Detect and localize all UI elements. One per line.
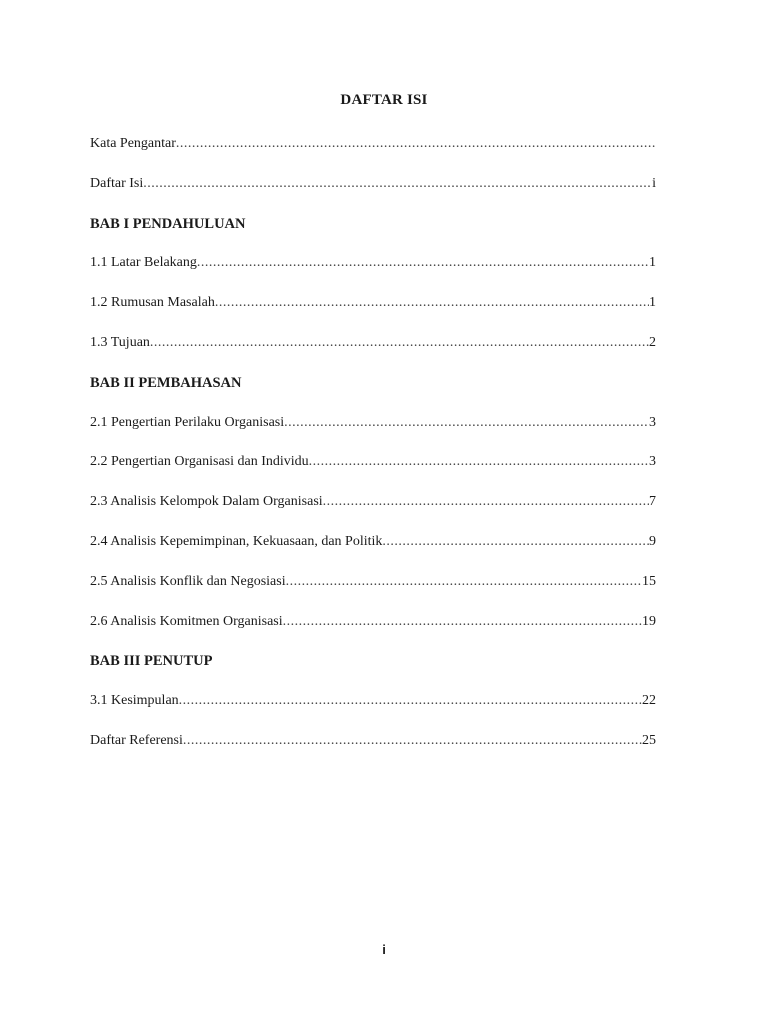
- toc-entry-label: Daftar Isi: [90, 175, 144, 191]
- toc-entry-label: 2.6 Analisis Komitmen Organisasi: [90, 613, 283, 629]
- toc-entry: [90, 532, 656, 572]
- toc-page-number: 9: [649, 533, 656, 549]
- toc-page-number: 3: [649, 454, 656, 470]
- toc-dot-leader: [215, 293, 649, 313]
- toc-entry: [90, 413, 656, 453]
- toc-dot-leader: [284, 413, 649, 433]
- toc-entry-label: 2.1 Pengertian Perilaku Organisasi: [90, 414, 285, 430]
- toc-entry-label: 1.1 Latar Belakang: [90, 255, 197, 271]
- toc-chapter-heading: [90, 651, 656, 691]
- toc-dot-leader: [309, 452, 649, 472]
- toc-page-number: 25: [642, 732, 656, 748]
- toc-dot-leader: [323, 492, 649, 512]
- toc-page-number: 19: [642, 613, 656, 629]
- toc-entry-label: 1.2 Rumusan Masalah: [90, 295, 215, 311]
- table-of-contents: [90, 134, 656, 771]
- toc-dot-leader: [150, 333, 649, 353]
- toc-entry: [90, 572, 656, 612]
- toc-page-number: 22: [642, 693, 656, 709]
- toc-entry-label: 2.4 Analisis Kepemimpinan, Kekuasaan, dan Politik: [90, 533, 383, 549]
- toc-entry-label: 2.5 Analisis Konflik dan Negosiasi: [90, 573, 286, 589]
- toc-entry: [90, 174, 656, 214]
- toc-entry-label: Daftar Referensi: [90, 732, 183, 748]
- toc-page-number: 1: [649, 295, 656, 311]
- toc-entry-label: 2.3 Analisis Kelompok Dalam Organisasi: [90, 494, 323, 510]
- footer-page-number: i: [382, 942, 386, 957]
- toc-entry: [90, 333, 656, 373]
- toc-page-number: 15: [642, 573, 656, 589]
- toc-dot-leader: [197, 253, 649, 273]
- toc-entry-label: 3.1 Kesimpulan: [90, 693, 179, 709]
- page-title: DAFTAR ISI: [340, 92, 428, 108]
- toc-entry-label: BAB I PENDAHULUAN: [90, 215, 246, 232]
- toc-entry: [90, 492, 656, 532]
- toc-dot-leader: [183, 731, 642, 751]
- toc-entry-label: Kata Pengantar: [90, 136, 176, 151]
- toc-page-number: i: [652, 175, 656, 191]
- toc-page-number: 1: [649, 255, 656, 271]
- toc-dot-leader: [283, 612, 642, 632]
- toc-dot-leader: [179, 691, 642, 711]
- toc-entry-label: BAB II PEMBAHASAN: [90, 374, 242, 391]
- toc-page-number: 2: [649, 334, 656, 350]
- toc-entry: [90, 134, 656, 174]
- toc-dot-leader: [143, 174, 652, 194]
- toc-entry: [90, 691, 656, 731]
- toc-entry-label: 1.3 Tujuan: [90, 334, 150, 350]
- toc-dot-leader: [286, 572, 642, 592]
- toc-entry: [90, 612, 656, 652]
- toc-dot-leader: [176, 134, 656, 154]
- toc-entry: [90, 253, 656, 293]
- toc-page-number: 3: [649, 414, 656, 430]
- toc-dot-leader: [382, 532, 649, 552]
- toc-chapter-heading: [90, 373, 656, 413]
- toc-entry: [90, 452, 656, 492]
- toc-entry: [90, 731, 656, 771]
- toc-page-number: 7: [649, 494, 656, 510]
- toc-entry: [90, 293, 656, 333]
- toc-entry-label: BAB III PENUTUP: [90, 653, 213, 670]
- toc-chapter-heading: [90, 214, 656, 254]
- toc-entry-label: 2.2 Pengertian Organisasi dan Individu: [90, 454, 309, 470]
